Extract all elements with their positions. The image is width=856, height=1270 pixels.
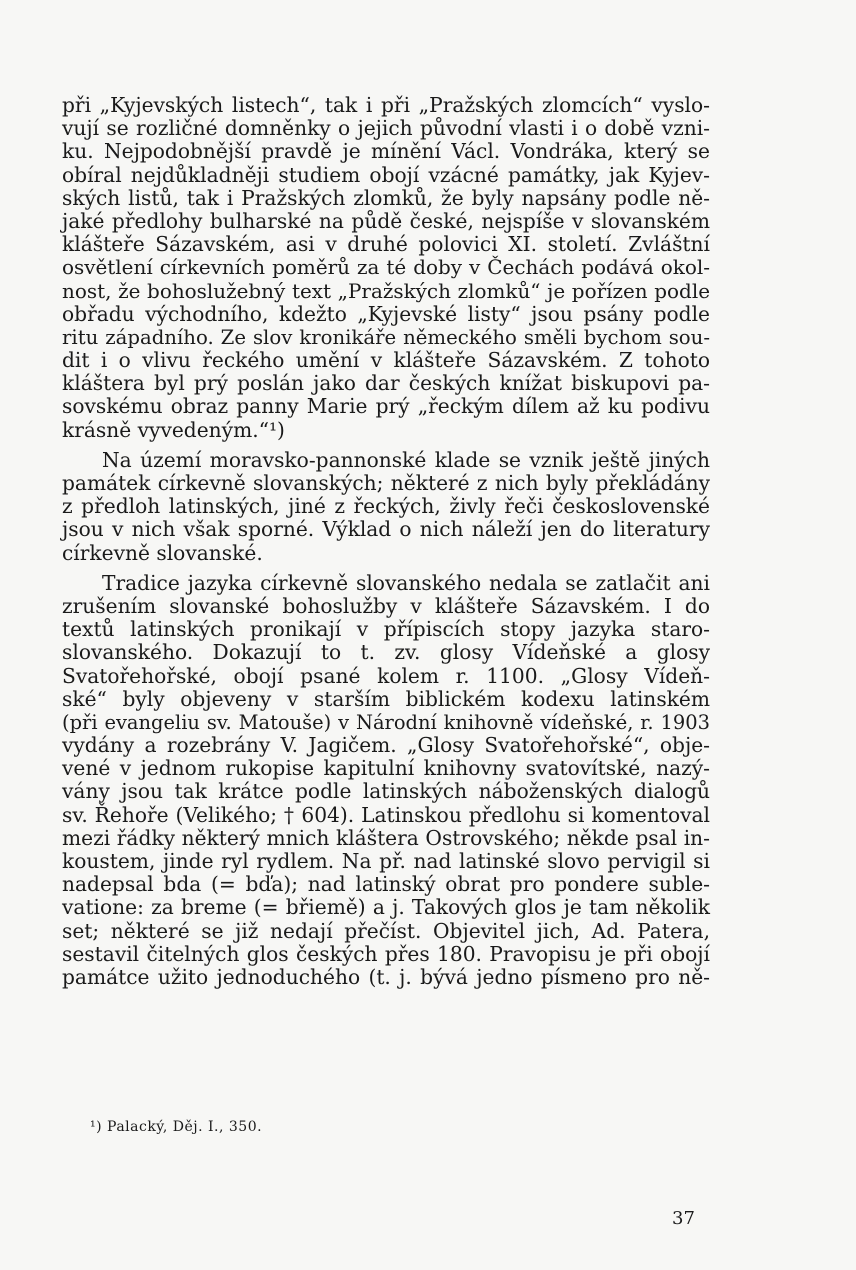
text-line: textů latinských pronikají v přípiscích stopy jazyka staro- xyxy=(62,617,710,642)
text-line: jsou v nich však sporné. Výklad o nich náleží jen do literatury xyxy=(62,517,710,542)
text-line: set; některé se již nedají přečíst. Objevitel jich, Ad. Patera, xyxy=(62,918,710,943)
paragraph-3 xyxy=(62,572,710,989)
text-line: ritu západního. Ze slov kronikáře německého směli bychom sou- xyxy=(62,325,710,349)
text-line: nadepsal bda (= bďa); nad latinský obrat pro pondere suble- xyxy=(62,872,710,897)
text-line: obřadu východního, kdežto „Kyjevské listy“ jsou psány podle xyxy=(62,301,710,326)
text-line: (při evangeliu sv. Matouše) v Národní knihovně vídeňské, r. 1903 xyxy=(62,710,710,734)
text-line: zrušením slovanské bohoslužby v klášteře Sázavském. I do xyxy=(62,593,710,618)
text-line: z předloh latinských, jiné z řeckých, živly řeči československé xyxy=(62,494,710,519)
paragraph-1 xyxy=(62,94,710,442)
text-line: při „Kyjevských listech“, tak i při „Pražských zlomcích“ vyslo- xyxy=(62,93,710,117)
text-line: osvětlení církevních poměrů za té doby v Čechách podává okol- xyxy=(62,255,710,280)
text-line: nost, že bohoslužebný text „Pražských zlomků“ je pořízen podle xyxy=(62,278,710,303)
text-line: vydány a rozebrány V. Jagičem. „Glosy Svatořehořské“, obje- xyxy=(62,733,710,758)
page-number: 37 xyxy=(672,1208,695,1229)
text-line: Na území moravsko-pannonské klade se vznik ještě jiných xyxy=(102,447,710,472)
text-line: krásně vyvedeným.“¹) xyxy=(62,417,285,442)
text-line: vené v jednom rukopise kapitulní knihovny svatovítské, nazý- xyxy=(62,756,710,781)
text-line: ské“ byly objeveny v starším biblickém kodexu latinském xyxy=(62,686,710,711)
text-line: slovanského. Dokazují to t. zv. glosy Vídeňské a glosy xyxy=(62,640,710,665)
paragraph-2 xyxy=(62,449,710,565)
text-line: památce užito jednoduchého (t. j. bývá jedno písmeno pro ně- xyxy=(62,964,710,989)
text-line: Svatořehořské, obojí psané kolem r. 1100. „Glosy Vídeň- xyxy=(62,663,710,688)
text-line: ku. Nejpodobnější pravdě je mínění Václ. Vondráka, který se xyxy=(62,139,710,164)
body-text xyxy=(62,94,710,989)
text-line: koustem, jinde ryl rydlem. Na př. nad latinské slovo pervigil si xyxy=(62,849,710,873)
text-line: dit i o vlivu řeckého umění v klášteře Sázavském. Z tohoto xyxy=(62,348,710,373)
text-line: sestavil čitelných glos českých přes 180. Pravopisu je při obojí xyxy=(62,941,710,966)
text-line: památek církevně slovanských; některé z nich byly překládány xyxy=(62,471,710,495)
text-line: vují se rozličné domněnky o jejich původní vlasti i o době vzni- xyxy=(62,116,710,141)
text-line: jaké předlohy bulharské na půdě české, nejspíše v slovanském xyxy=(62,208,710,233)
text-line: vány jsou tak krátce podle latinských náboženských dialogů xyxy=(62,779,710,804)
text-line: církevně slovanské. xyxy=(62,540,263,565)
text-line: ských listů, tak i Pražských zlomků, že byly napsány podle ně- xyxy=(62,185,710,210)
text-line: sovskému obraz panny Marie prý „řeckým dílem až ku podivu xyxy=(62,394,710,419)
footnote: ¹) Palacký, Děj. I., 350. xyxy=(90,1119,263,1135)
text-line: obíral nejdůkladněji studiem obojí vzácné památky, jak Kyjev- xyxy=(62,162,710,187)
text-line: Tradice jazyka církevně slovanského nedala se zatlačit ani xyxy=(102,570,710,595)
text-line: klášteře Sázavském, asi v druhé polovici XI. století. Zvláštní xyxy=(62,232,710,257)
text-line: kláštera byl prý poslán jako dar českých knížat biskupovi pa- xyxy=(62,371,710,396)
text-line: vatione: za breme (= břiemě) a j. Takových glos je tam několik xyxy=(62,895,710,920)
text-line: sv. Řehoře (Velikého; † 604). Latinskou předlohu si komentoval xyxy=(62,802,710,827)
text-line: mezi řádky některý mnich kláštera Ostrovského; někde psal in- xyxy=(62,825,710,850)
